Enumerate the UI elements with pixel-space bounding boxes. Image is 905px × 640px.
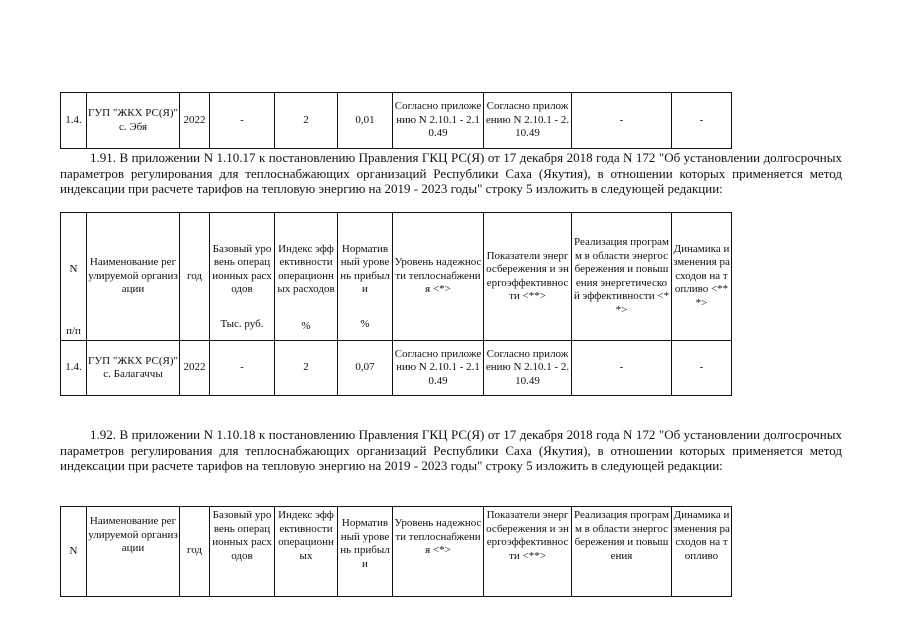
cell-num: 1.4.: [61, 93, 87, 149]
header-energy: Показатели энергосбережения и энергоэффективности <**>: [484, 213, 572, 341]
header-fuel: Динамика изменения расходов на топливо <***>: [672, 213, 732, 341]
cell-base: -: [210, 341, 275, 396]
cell-reliability: Согласно приложению N 2.10.1 - 2.10.49: [393, 341, 484, 396]
cell-energy: Согласно приложению N 2.10.1 - 2.10.49: [484, 93, 572, 149]
header-programs: Реализация программ в области энергосбережения и повышения энергетической эффективности <**>: [572, 213, 672, 341]
header-profit: Нормативный уровень прибыли: [338, 507, 393, 597]
cell-fuel: -: [672, 341, 732, 396]
header-num: N: [61, 507, 87, 597]
header-base: Базовый уровень операционных расходов: [210, 507, 275, 597]
cell-year: 2022: [180, 341, 210, 396]
cell-year: 2022: [180, 93, 210, 149]
cell-index: 2: [275, 341, 338, 396]
header-profit: Нормативный уровень прибыли %: [338, 213, 393, 341]
table-3: [60, 506, 732, 597]
table-1: [60, 92, 732, 149]
cell-fuel: -: [672, 93, 732, 149]
header-index: Индекс эффективности операционных: [275, 507, 338, 597]
table-row: [61, 341, 732, 396]
cell-org: ГУП "ЖКХ РС(Я)" с. Балагаччы: [87, 341, 180, 396]
table-header-row: [61, 507, 732, 597]
cell-index: 2: [275, 93, 338, 149]
paragraph-1-91: 1.91. В приложении N 1.10.17 к постановлению Правления ГКЦ РС(Я) от 17 декабря 2018 года N 172 "Об установлении долгосрочных параметров регулирования для теплоснабжающих организаций Республики Саха (Якутия), в отношении которых применяется метод индексации при расчете тарифов на тепловую энергию на 2019 - 2023 годы" строку 5 изложить в следующей редакции:: [60, 150, 842, 196]
cell-num: 1.4.: [61, 341, 87, 396]
cell-programs: -: [572, 341, 672, 396]
header-year: год: [180, 507, 210, 597]
paragraph-1-92: 1.92. В приложении N 1.10.18 к постановлению Правления ГКЦ РС(Я) от 17 декабря 2018 года N 172 "Об установлении долгосрочных параметров регулирования для теплоснабжающих организаций Республики Саха (Якутия), в отношении которых применяется метод индексации при расчете тарифов на тепловую энергию на 2019 - 2023 годы" строку 5 изложить в следующей редакции:: [60, 427, 842, 473]
cell-base: -: [210, 93, 275, 149]
header-org: Наименование регулируемой организации: [87, 507, 180, 597]
table-2: [60, 212, 732, 396]
header-index: Индекс эффективности операционных расходов %: [275, 213, 338, 341]
header-year: год: [180, 213, 210, 341]
cell-energy: Согласно приложению N 2.10.1 - 2.10.49: [484, 341, 572, 396]
header-energy: Показатели энергосбережения и энергоэффективности <**>: [484, 507, 572, 597]
header-num: N п/п: [61, 213, 87, 341]
table-header-row: [61, 213, 732, 341]
cell-programs: -: [572, 93, 672, 149]
header-reliability: Уровень надежности теплоснабжения <*>: [393, 507, 484, 597]
cell-profit: 0,01: [338, 93, 393, 149]
cell-profit: 0,07: [338, 341, 393, 396]
cell-org: ГУП "ЖКХ РС(Я)" с. Эбя: [87, 93, 180, 149]
header-base: Базовый уровень операционных расходов Тыс. руб.: [210, 213, 275, 341]
header-org: Наименование регулируемой организации: [87, 213, 180, 341]
header-fuel: Динамика изменения расходов на топливо: [672, 507, 732, 597]
table-row: [61, 93, 732, 149]
cell-reliability: Согласно приложению N 2.10.1 - 2.10.49: [393, 93, 484, 149]
header-reliability: Уровень надежности теплоснабжения <*>: [393, 213, 484, 341]
header-programs: Реализация программ в области энергосбережения и повышения: [572, 507, 672, 597]
